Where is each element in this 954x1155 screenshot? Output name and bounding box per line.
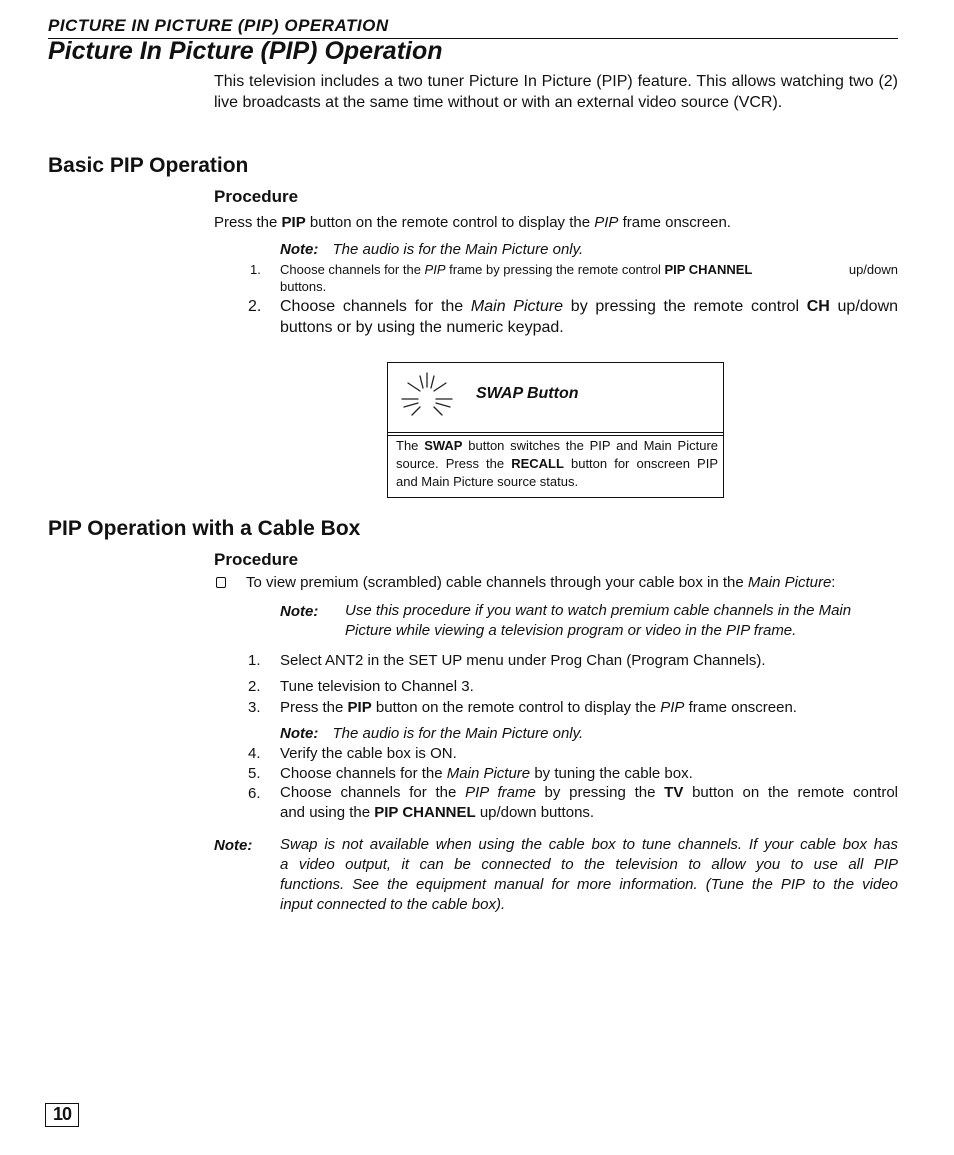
procedure-heading-basic: Procedure (214, 187, 299, 206)
cable-step-4-num: 4. (248, 745, 261, 762)
page-number: 10 (45, 1103, 79, 1127)
basic-instruction: Press the PIP button on the remote control to display the PIP frame onscreen. (214, 214, 731, 231)
final-note-text: Swap is not available when using the cable box to tune channels. If your cable box has a video output, it can be connected to the television to allow you to use all PIP functions. See the equipment manual for more information. (Tune the PIP to the video input connected to the cable box). (280, 836, 898, 913)
basic-note: Note: The audio is for the Main Picture only. (280, 241, 584, 258)
cable-step-6: Choose channels for the PIP frame by pressing the TV button on the remote control and using the PIP CHANNEL up/down buttons. (280, 784, 899, 821)
procedure-heading-cable: Procedure (214, 550, 299, 569)
cable-step-3-num: 3. (248, 699, 261, 716)
intro-paragraph: This television includes a two tuner Picture In Picture (PIP) feature. This allows watching two (2) live broadcasts at the same time without or with an external video source (VCR). (214, 73, 898, 111)
cable-step-2: Tune television to Channel 3. (280, 678, 474, 695)
cable-note-2: Note: The audio is for the Main Picture only. (280, 725, 584, 742)
swap-button-box (387, 362, 724, 498)
light-burst-icon (394, 369, 460, 427)
cable-step-5: Choose channels for the Main Picture by tuning the cable box. (280, 765, 693, 782)
swap-box-divider-inner (388, 435, 723, 436)
section-heading-basic: Basic PIP Operation (48, 154, 249, 177)
swap-box-divider (388, 432, 723, 433)
basic-step-2-num: 2. (248, 298, 262, 315)
cable-step-6-num: 6. (248, 785, 261, 802)
cable-step-5-num: 5. (248, 765, 261, 782)
basic-step-2: Choose channels for the Main Picture by pressing the remote control CH up/down buttons or by using the numeric keypad. (280, 298, 899, 336)
cable-step-1: Select ANT2 in the SET UP menu under Prog Chan (Program Channels). (280, 652, 766, 669)
final-note-label: Note: (214, 837, 253, 854)
cable-note-1-text: Use this procedure if you want to watch premium cable channels in the Main Picture while viewing a television program or video in the PIP frame. (345, 602, 852, 639)
cable-step-4: Verify the cable box is ON. (280, 745, 457, 762)
basic-step-1: Choose channels for the PIP frame by pressing the remote control PIP CHANNEL up/down buttons. (280, 262, 898, 294)
cable-step-3: Press the PIP button on the remote control to display the PIP frame onscreen. (280, 699, 797, 716)
cable-step-1-num: 1. (248, 652, 261, 669)
cable-step-2-num: 2. (248, 678, 261, 695)
swap-box-title: SWAP Button (476, 385, 579, 402)
basic-step-1-num: 1. (250, 262, 261, 277)
section-heading-cable: PIP Operation with a Cable Box (48, 517, 361, 540)
cable-note-1-label: Note: (280, 603, 319, 620)
cable-intro: To view premium (scrambled) cable channels through your cable box in the Main Picture: (246, 574, 836, 591)
swap-box-text: The SWAP button switches the PIP and Main Picture source. Press the RECALL button for onscreen PIP and Main Picture source status. (396, 438, 718, 489)
page-title: Picture In Picture (PIP) Operation (48, 37, 443, 65)
running-head: PICTURE IN PICTURE (PIP) OPERATION (48, 16, 389, 35)
checkbox-bullet (216, 577, 226, 588)
